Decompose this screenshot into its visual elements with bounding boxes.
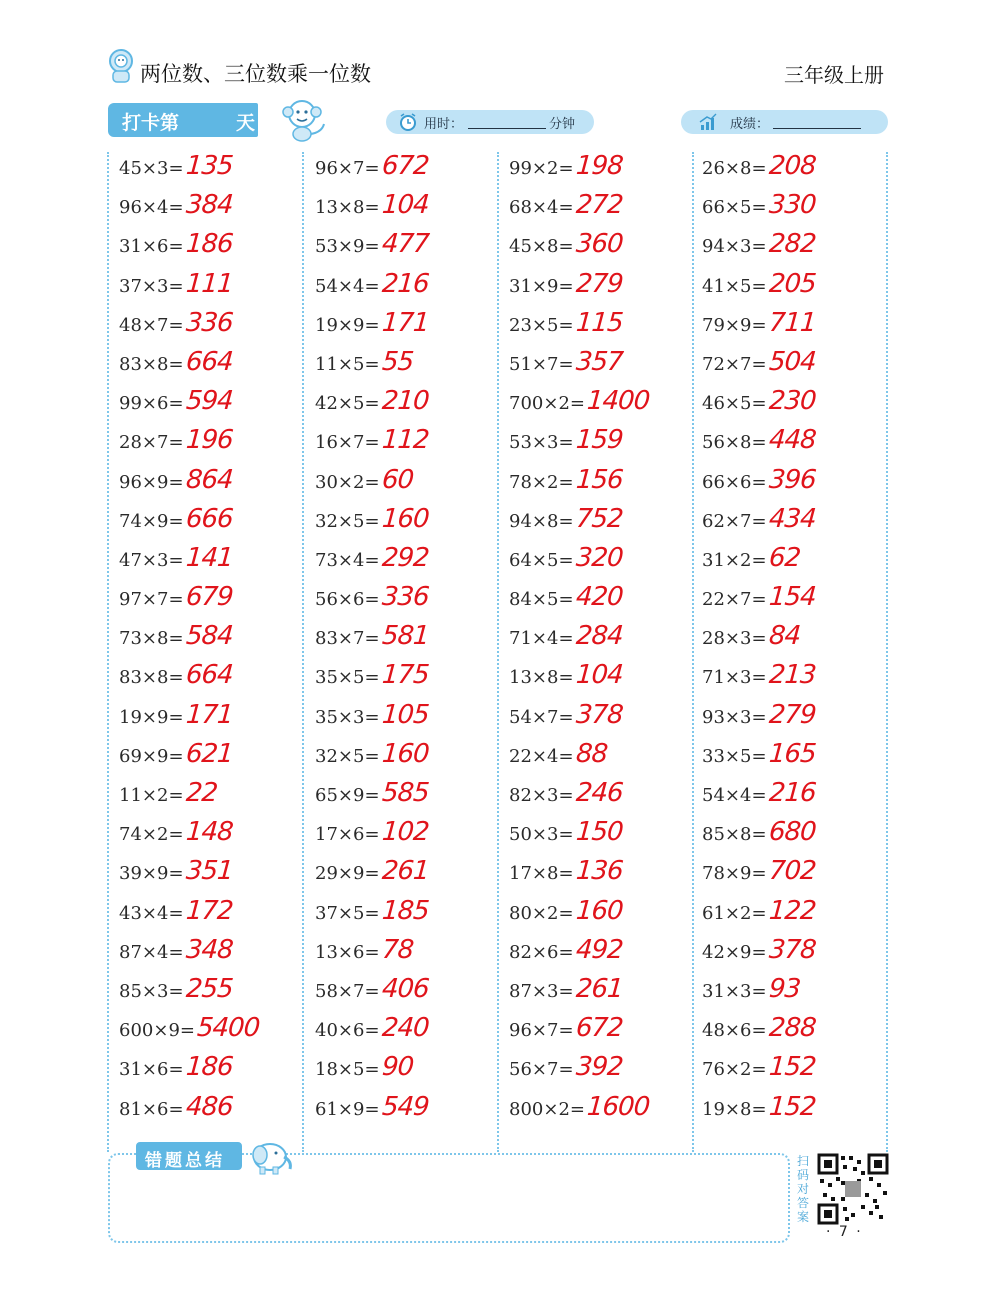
problem-question: 32×5=: [315, 510, 380, 532]
problem-question: 61×9=: [315, 1098, 380, 1120]
handwritten-answer: 702: [767, 856, 817, 887]
handwritten-answer: 864: [184, 464, 234, 495]
problem-question: 11×5=: [315, 353, 380, 375]
problem-question: 40×6=: [315, 1020, 380, 1042]
problem-question: 28×3=: [702, 628, 767, 650]
handwritten-answer: 272: [574, 190, 624, 221]
problem-question: 31×2=: [702, 549, 767, 571]
problem-question: 50×3=: [509, 824, 574, 846]
handwritten-answer: 672: [380, 151, 430, 181]
problem-question: 22×7=: [702, 589, 767, 611]
problem-question: 79×9=: [702, 314, 767, 336]
handwritten-answer: 160: [380, 738, 430, 769]
handwritten-answer: 205: [767, 268, 817, 299]
problem-question: 47×3=: [119, 549, 184, 571]
handwritten-answer: 486: [184, 1091, 234, 1122]
problem-question: 78×2=: [509, 471, 574, 493]
handwritten-answer: 90: [380, 1052, 415, 1083]
score-label: 成绩：: [730, 117, 770, 132]
mistake-summary-label: 错题总结: [145, 1151, 225, 1171]
handwritten-answer: 357: [574, 346, 624, 377]
handwritten-answer: 680: [767, 817, 817, 848]
handwritten-answer: 104: [574, 660, 624, 691]
handwritten-answer: 392: [574, 1052, 624, 1083]
column-divider: [497, 152, 499, 1152]
problem-question: 56×8=: [702, 432, 767, 454]
problem-question: 31×3=: [702, 980, 767, 1002]
problem-question: 42×9=: [702, 941, 767, 963]
problem-question: 87×4=: [119, 941, 184, 963]
handwritten-answer: 664: [184, 660, 234, 691]
column-divider: [302, 152, 304, 1152]
problem-question: 83×8=: [119, 667, 184, 689]
problem-question: 17×6=: [315, 824, 380, 846]
handwritten-answer: 148: [184, 817, 234, 848]
handwritten-answer: 672: [574, 1013, 624, 1044]
problem-question: 23×5=: [509, 314, 574, 336]
problem-question: 45×3=: [119, 158, 184, 179]
handwritten-answer: 581: [380, 621, 430, 652]
handwritten-answer: 55: [380, 346, 415, 377]
problem-question: 69×9=: [119, 745, 184, 767]
problem-question: 96×7=: [315, 158, 380, 179]
problem-question: 37×5=: [315, 902, 380, 924]
handwritten-answer: 78: [380, 934, 415, 965]
problem-question: 73×4=: [315, 549, 380, 571]
handwritten-answer: 136: [574, 856, 624, 887]
problem-question: 96×7=: [509, 1020, 574, 1042]
handwritten-answer: 216: [767, 778, 817, 808]
column-divider: [692, 152, 694, 1152]
handwritten-answer: 261: [574, 973, 624, 1004]
problem-question: 85×8=: [702, 824, 767, 846]
handwritten-answer: 84: [767, 621, 802, 652]
problem-question: 51×7=: [509, 353, 574, 375]
problem-question: 76×2=: [702, 1059, 767, 1081]
chart-growth-icon: [698, 112, 718, 132]
problem-question: 54×4=: [315, 275, 380, 297]
handwritten-answer: 172: [184, 895, 234, 926]
checkin-label: 打卡第: [122, 112, 180, 134]
handwritten-answer: 360: [574, 229, 624, 260]
handwritten-answer: 105: [380, 699, 430, 730]
problem-question: 99×2=: [509, 158, 574, 179]
problem-question: 46×5=: [702, 393, 767, 415]
qr-code-icon[interactable]: [817, 1153, 889, 1225]
problem-question: 73×8=: [119, 628, 184, 650]
problem-question: 64×5=: [509, 549, 574, 571]
lion-logo-icon: [106, 48, 136, 84]
handwritten-answer: 141: [184, 542, 234, 573]
handwritten-answer: 88: [574, 738, 609, 769]
handwritten-answer: 160: [574, 895, 624, 926]
problem-question: 45×8=: [509, 236, 574, 258]
problem-question: 42×5=: [315, 393, 380, 415]
problem-question: 700×2=: [509, 393, 585, 415]
problem-question: 71×3=: [702, 667, 767, 689]
problem-question: 31×6=: [119, 1059, 184, 1081]
problem-question: 68×4=: [509, 197, 574, 219]
problem-question: 97×7=: [119, 589, 184, 611]
problem-question: 13×8=: [315, 197, 380, 219]
handwritten-answer: 165: [767, 738, 817, 769]
problem-question: 81×6=: [119, 1098, 184, 1120]
handwritten-answer: 384: [184, 190, 234, 221]
handwritten-answer: 62: [767, 542, 802, 573]
handwritten-answer: 549: [380, 1091, 430, 1122]
problem-question: 56×6=: [315, 589, 380, 611]
problem-question: 30×2=: [315, 471, 380, 493]
problem-question: 29×9=: [315, 863, 380, 885]
handwritten-answer: 171: [184, 699, 234, 730]
problem-question: 66×5=: [702, 197, 767, 219]
clock-icon: [398, 112, 418, 132]
handwritten-answer: 230: [767, 386, 817, 417]
handwritten-answer: 104: [380, 190, 430, 221]
handwritten-answer: 115: [574, 307, 624, 338]
problem-question: 56×7=: [509, 1059, 574, 1081]
column-divider: [107, 152, 109, 1152]
handwritten-answer: 279: [574, 268, 624, 299]
handwritten-answer: 111: [184, 268, 234, 299]
problem-question: 96×9=: [119, 471, 184, 493]
handwritten-answer: 240: [380, 1013, 430, 1044]
problem-question: 31×6=: [119, 236, 184, 258]
handwritten-answer: 154: [767, 582, 817, 613]
handwritten-answer: 336: [184, 307, 234, 338]
handwritten-answer: 666: [184, 503, 234, 534]
handwritten-answer: 288: [767, 1013, 817, 1044]
handwritten-answer: 594: [184, 386, 234, 417]
problem-question: 83×7=: [315, 628, 380, 650]
page-number: · 7 ·: [826, 1224, 863, 1240]
handwritten-answer: 664: [184, 346, 234, 377]
handwritten-answer: 135: [184, 151, 234, 181]
handwritten-answer: 152: [767, 1091, 817, 1122]
problem-question: 18×5=: [315, 1059, 380, 1081]
problem-question: 54×7=: [509, 706, 574, 728]
handwritten-answer: 60: [380, 464, 415, 495]
handwritten-answer: 320: [574, 542, 624, 573]
problem-question: 48×6=: [702, 1020, 767, 1042]
problem-question: 22×4=: [509, 745, 574, 767]
problem-question: 33×5=: [702, 745, 767, 767]
problem-question: 48×7=: [119, 314, 184, 336]
scan-hint: 扫码对答案: [797, 1154, 810, 1224]
handwritten-answer: 477: [380, 229, 430, 260]
problem-question: 61×2=: [702, 902, 767, 924]
handwritten-answer: 160: [380, 503, 430, 534]
problem-question: 35×5=: [315, 667, 380, 689]
problem-question: 53×3=: [509, 432, 574, 454]
problem-question: 800×2=: [509, 1098, 585, 1120]
checkin-day-label: 天: [236, 112, 256, 134]
handwritten-answer: 255: [184, 973, 234, 1004]
handwritten-answer: 1600: [585, 1091, 651, 1122]
problem-question: 32×5=: [315, 745, 380, 767]
handwritten-answer: 246: [574, 778, 624, 808]
problem-question: 39×9=: [119, 863, 184, 885]
handwritten-answer: 150: [574, 817, 624, 848]
problem-question: 66×6=: [702, 471, 767, 493]
problem-question: 19×9=: [119, 706, 184, 728]
problem-question: 35×3=: [315, 706, 380, 728]
handwritten-answer: 198: [574, 151, 624, 181]
handwritten-answer: 378: [767, 934, 817, 965]
handwritten-answer: 292: [380, 542, 430, 573]
handwritten-answer: 213: [767, 660, 817, 691]
handwritten-answer: 210: [380, 386, 430, 417]
problem-question: 83×8=: [119, 353, 184, 375]
handwritten-answer: 434: [767, 503, 817, 534]
time-input-line[interactable]: [468, 128, 546, 129]
monkey-mascot-icon: [276, 96, 328, 142]
handwritten-answer: 336: [380, 582, 430, 613]
handwritten-answer: 679: [184, 582, 234, 613]
elephant-mascot-icon: [246, 1137, 296, 1175]
handwritten-answer: 504: [767, 346, 817, 377]
problem-question: 19×8=: [702, 1098, 767, 1120]
handwritten-answer: 396: [767, 464, 817, 495]
handwritten-answer: 284: [574, 621, 624, 652]
handwritten-answer: 585: [380, 778, 430, 808]
problem-question: 74×2=: [119, 824, 184, 846]
handwritten-answer: 171: [380, 307, 430, 338]
score-input-line[interactable]: [773, 128, 861, 129]
problem-question: 93×3=: [702, 706, 767, 728]
handwritten-answer: 584: [184, 621, 234, 652]
handwritten-answer: 186: [184, 1052, 234, 1083]
problem-question: 65×9=: [315, 785, 380, 806]
handwritten-answer: 93: [767, 973, 802, 1004]
problem-question: 94×3=: [702, 236, 767, 258]
time-unit: 分钟: [549, 117, 576, 132]
problem-question: 74×9=: [119, 510, 184, 532]
handwritten-answer: 122: [767, 895, 817, 926]
handwritten-answer: 159: [574, 425, 624, 456]
problem-question: 62×7=: [702, 510, 767, 532]
problem-question: 41×5=: [702, 275, 767, 297]
problem-question: 94×8=: [509, 510, 574, 532]
problem-question: 17×8=: [509, 863, 574, 885]
problem-question: 37×3=: [119, 275, 184, 297]
handwritten-answer: 196: [184, 425, 234, 456]
handwritten-answer: 351: [184, 856, 234, 887]
problem-question: 11×2=: [119, 785, 184, 806]
handwritten-answer: 420: [574, 582, 624, 613]
page-title: 两位数、三位数乘一位数: [140, 62, 371, 86]
problem-question: 82×3=: [509, 785, 574, 806]
handwritten-answer: 186: [184, 229, 234, 260]
handwritten-answer: 102: [380, 817, 430, 848]
problem-question: 71×4=: [509, 628, 574, 650]
handwritten-answer: 711: [767, 307, 817, 338]
handwritten-answer: 1400: [585, 386, 651, 417]
handwritten-answer: 175: [380, 660, 430, 691]
problem-question: 72×7=: [702, 353, 767, 375]
problem-question: 78×9=: [702, 863, 767, 885]
problem-question: 26×8=: [702, 158, 767, 179]
handwritten-answer: 156: [574, 464, 624, 495]
handwritten-answer: 5400: [195, 1013, 261, 1044]
problem-question: 13×6=: [315, 941, 380, 963]
problem-question: 84×5=: [509, 589, 574, 611]
problem-question: 96×4=: [119, 197, 184, 219]
problem-question: 53×9=: [315, 236, 380, 258]
problem-question: 80×2=: [509, 902, 574, 924]
problem-question: 28×7=: [119, 432, 184, 454]
problem-question: 13×8=: [509, 667, 574, 689]
time-label: 用时：: [424, 117, 464, 132]
problem-question: 58×7=: [315, 980, 380, 1002]
handwritten-answer: 208: [767, 151, 817, 181]
column-divider: [886, 152, 888, 1152]
handwritten-answer: 330: [767, 190, 817, 221]
handwritten-answer: 348: [184, 934, 234, 965]
handwritten-answer: 279: [767, 699, 817, 730]
grade-label: 三年级上册: [784, 63, 884, 87]
problem-question: 87×3=: [509, 980, 574, 1002]
handwritten-answer: 22: [184, 778, 219, 808]
problem-question: 19×9=: [315, 314, 380, 336]
problem-question: 82×6=: [509, 941, 574, 963]
handwritten-answer: 152: [767, 1052, 817, 1083]
problem-question: 16×7=: [315, 432, 380, 454]
handwritten-answer: 185: [380, 895, 430, 926]
problem-question: 31×9=: [509, 275, 574, 297]
handwritten-answer: 406: [380, 973, 430, 1004]
handwritten-answer: 492: [574, 934, 624, 965]
problem-question: 43×4=: [119, 902, 184, 924]
problem-question: 85×3=: [119, 980, 184, 1002]
handwritten-answer: 448: [767, 425, 817, 456]
problem-question: 99×6=: [119, 393, 184, 415]
handwritten-answer: 621: [184, 738, 234, 769]
handwritten-answer: 378: [574, 699, 624, 730]
handwritten-answer: 282: [767, 229, 817, 260]
handwritten-answer: 261: [380, 856, 430, 887]
handwritten-answer: 216: [380, 268, 430, 299]
handwritten-answer: 112: [380, 425, 430, 456]
problem-question: 600×9=: [119, 1020, 195, 1042]
handwritten-answer: 752: [574, 503, 624, 534]
problem-question: 54×4=: [702, 785, 767, 806]
